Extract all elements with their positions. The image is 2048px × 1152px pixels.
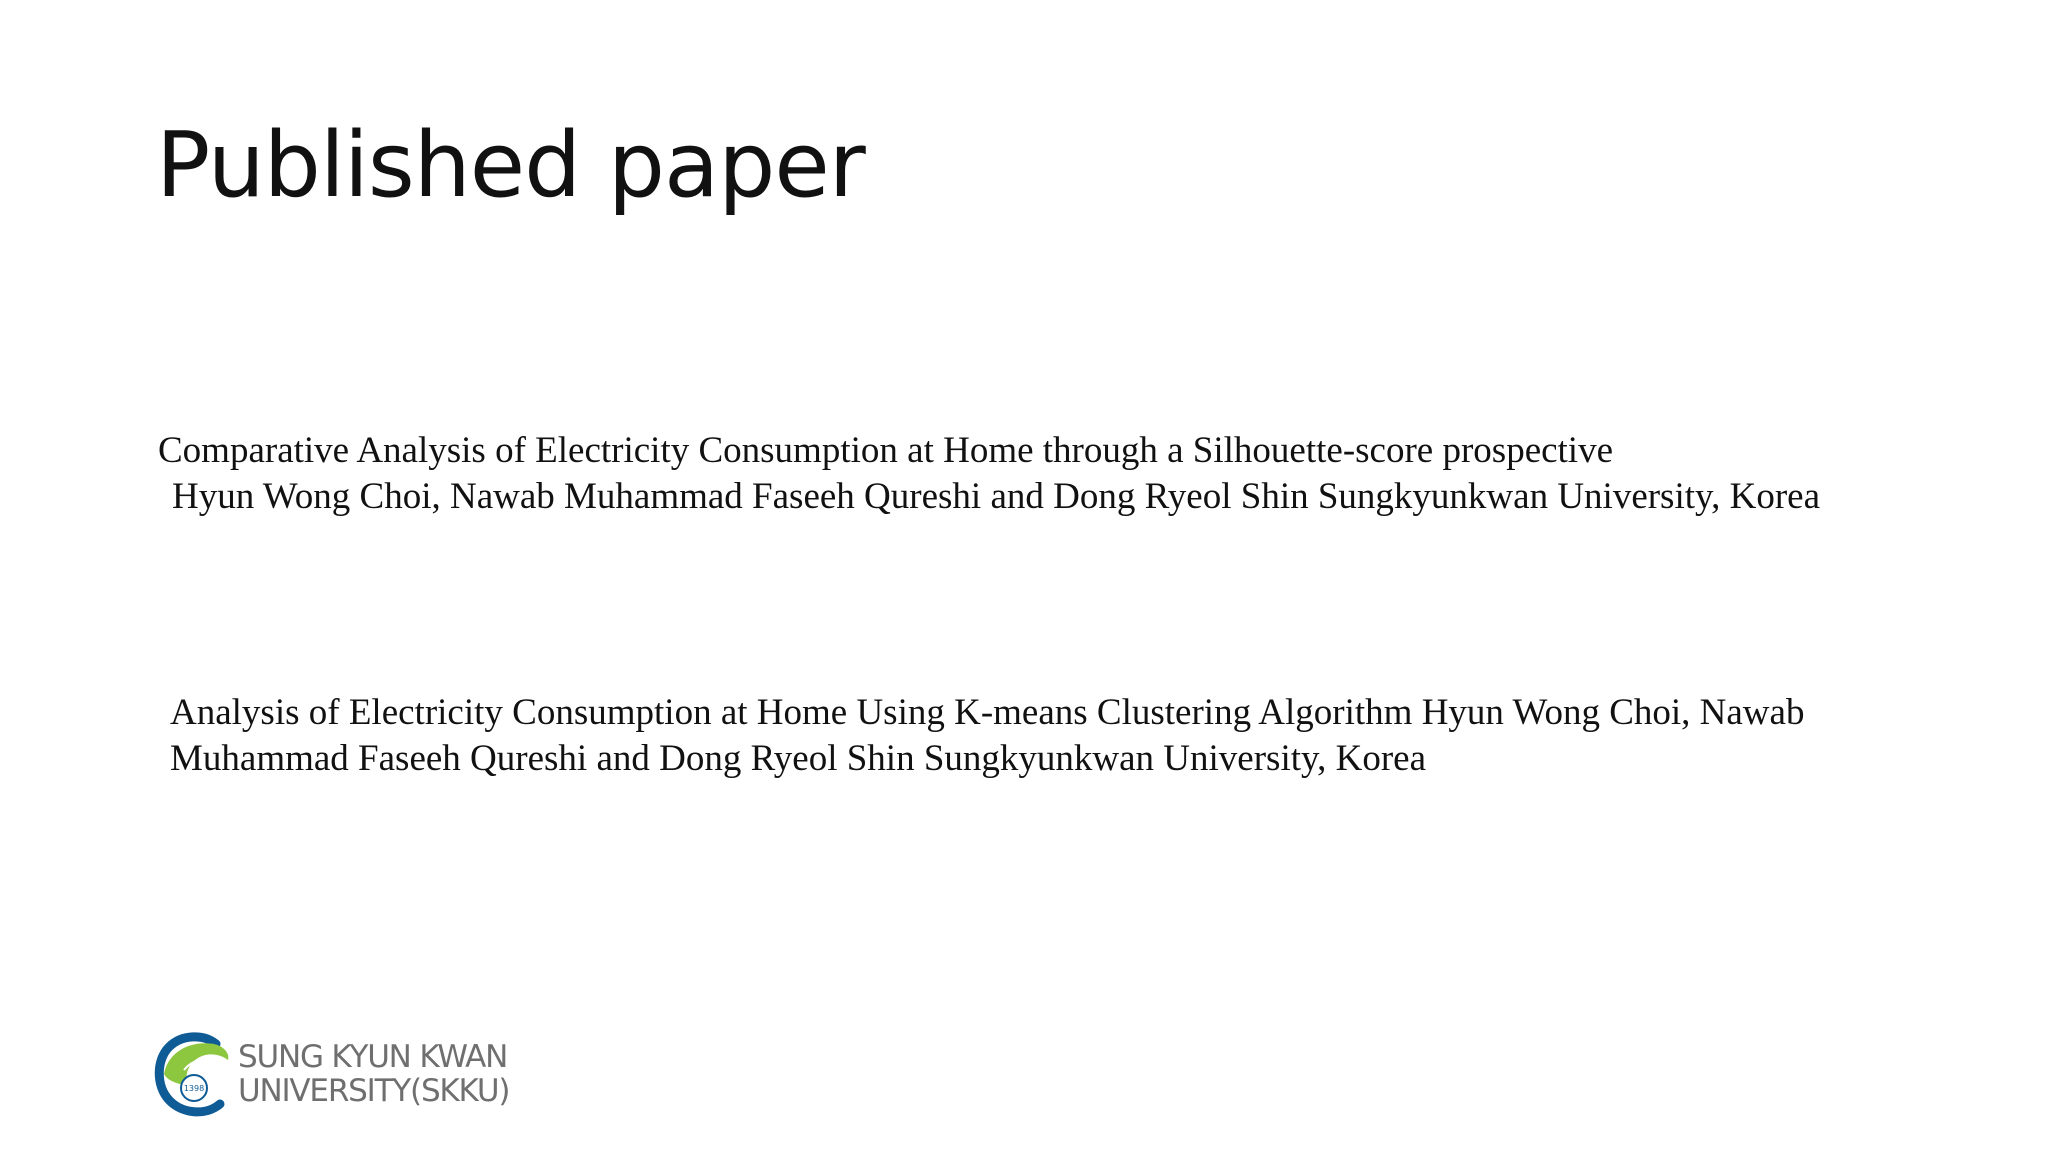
- paper-entry-1: [158, 428, 1820, 520]
- logo-line-2: UNIVERSITY(SKKU): [238, 1073, 510, 1109]
- paper-1-title-line: Comparative Analysis of Electricity Consumption at Home through a Silhouette-score prospective: [158, 430, 1614, 471]
- slide-title: Published paper: [156, 113, 865, 218]
- paper-2-authors-line: Muhammad Faseeh Qureshi and Dong Ryeol Shin Sungkyunkwan University, Korea: [170, 738, 1426, 779]
- logo-year: 1398: [183, 1084, 205, 1093]
- paper-entry-2: [170, 690, 1804, 782]
- skku-logo: [154, 1026, 554, 1122]
- paper-1-authors-line: Hyun Wong Choi, Nawab Muhammad Faseeh Qureshi and Dong Ryeol Shin Sungkyunkwan University, Korea: [172, 476, 1820, 517]
- logo-line-1: SUNG KYUN KWAN: [238, 1039, 508, 1075]
- skku-wordmark: [238, 1040, 509, 1108]
- paper-2-title-line: Analysis of Electricity Consumption at Home Using K-means Clustering Algorithm Hyun Wong Choi, Nawab: [170, 692, 1805, 733]
- skku-emblem-icon: [154, 1030, 232, 1118]
